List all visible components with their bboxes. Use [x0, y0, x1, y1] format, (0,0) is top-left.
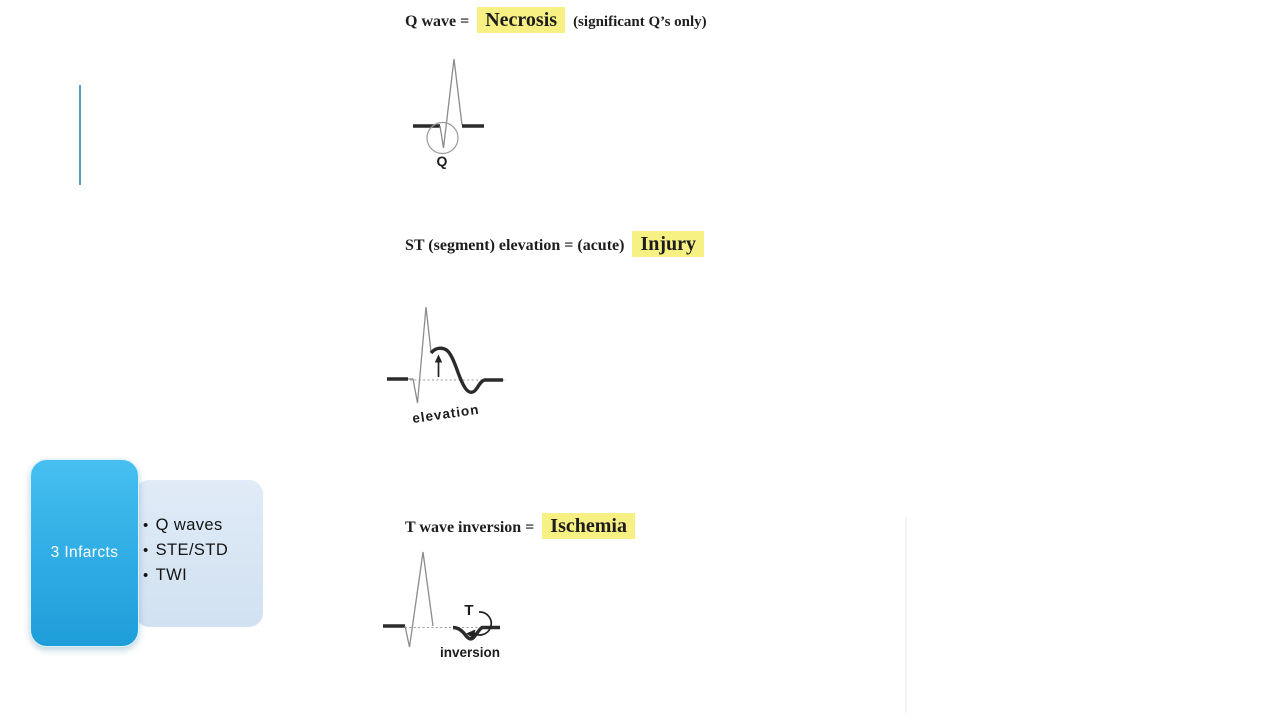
q-wave-ecg-diagram [410, 53, 490, 173]
bullet-icon: • [143, 567, 149, 584]
elevation-label: elevation [411, 401, 481, 426]
infarcts-bullet-list [143, 513, 228, 588]
qrs-trace [405, 552, 433, 647]
accent-vertical-line [79, 85, 81, 185]
ischemia-title [405, 515, 639, 538]
necrosis-title-suffix: (significant Q’s only) [573, 14, 707, 30]
inversion-label: inversion [439, 645, 501, 660]
list-item [143, 563, 228, 588]
bullet-icon: • [143, 517, 149, 534]
faint-divider-line [905, 517, 907, 713]
ischemia-highlight: Ischemia [542, 513, 635, 539]
injury-title-prefix: ST (segment) elevation = (acute) [405, 237, 625, 254]
injury-title [405, 233, 708, 256]
t-inversion-ecg-diagram [380, 543, 505, 665]
qrs-trace [408, 307, 431, 403]
t-wave-label: T [464, 602, 474, 619]
list-item [143, 513, 228, 538]
q-wave-label: Q [436, 153, 448, 169]
infarcts-title-box [30, 459, 139, 647]
st-elevation-ecg-diagram [385, 298, 510, 430]
necrosis-title-prefix: Q wave = [405, 13, 470, 30]
bullet-label-ste-std: STE/STD [155, 541, 229, 559]
infarcts-bullet-panel [135, 480, 263, 627]
infarcts-title: 3 Infarcts [50, 544, 119, 561]
qrs-trace [440, 59, 462, 148]
bullet-label-q-waves: Q waves [155, 516, 223, 534]
list-item [143, 538, 228, 563]
injury-highlight: Injury [632, 231, 704, 257]
necrosis-title [405, 9, 707, 32]
bullet-label-twi: TWI [155, 566, 188, 584]
st-segment-elevated [431, 348, 503, 392]
ischemia-title-prefix: T wave inversion = [405, 519, 535, 536]
elevation-arrow-head [435, 355, 442, 363]
inverted-t-wave [453, 628, 500, 639]
bullet-icon: • [143, 542, 149, 559]
necrosis-highlight: Necrosis [477, 7, 565, 33]
